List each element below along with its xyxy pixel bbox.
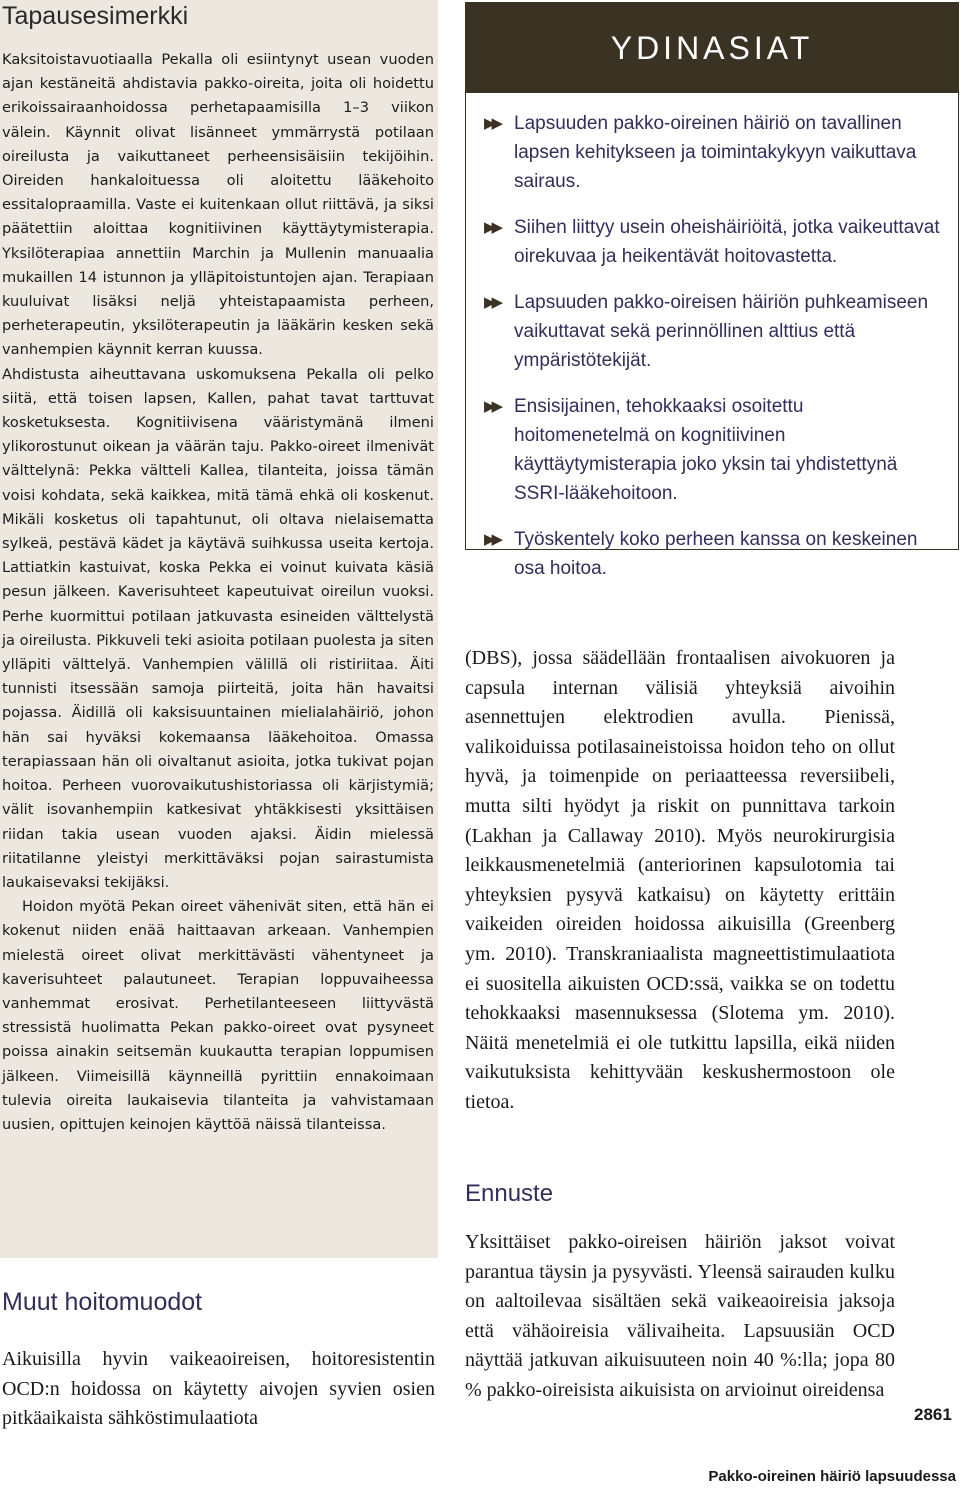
running-title: Pakko-oireinen häiriö lapsuudessa xyxy=(708,1468,956,1485)
double-arrow-icon: ▶▶ xyxy=(484,293,500,311)
key-point-item xyxy=(484,525,940,583)
muut-hoitomuodot-text: Aikuisilla hyvin vaikeaoireisen, hoitoresistentin OCD:n hoidossa on käytetty aivojen syvien osien pitkäaikaista sähköstimulaatiota xyxy=(2,1348,435,1430)
double-arrow-icon: ▶▶ xyxy=(484,114,500,132)
case-example-title: Tapausesimerkki xyxy=(2,2,189,30)
case-example-text xyxy=(2,48,434,1137)
double-arrow-icon: ▶▶ xyxy=(484,218,500,236)
key-point-item xyxy=(484,392,940,508)
key-point-text: Lapsuuden pakko-oireinen häiriö on tavallinen lapsen kehitykseen ja toimintakykyyn vaikuttava sairaus. xyxy=(514,113,917,192)
key-point-item xyxy=(484,109,940,196)
ennuste-text: Yksittäiset pakko-oireisen häiriön jaksot voivat parantua täysin ja pysyvästi. Yleensä sairauden kulku on aaltoilevaa sisältäen sekä vaikeaoireisia jaksoja että vähäoireisia välivaiheita. Lapsuusiän OCD näyttää jatkuvan aikuisuuteen noin 40 %:lla; jopa 80 % pakko-oireisista aikuisista on arvioinut oireidensa xyxy=(465,1231,895,1401)
key-point-text: Työskentely koko perheen kanssa on keskeinen osa hoitoa. xyxy=(514,529,918,579)
section-heading-muut-hoitomuodot: Muut hoitomuodot xyxy=(2,1288,203,1316)
case-paragraph-1: Kaksitoistavuotiaalla Pekalla oli esiintynyt usean vuoden ajan kestäneitä ahdistavia pakko-oireita, joita oli hoidettu erikoissairaanhoidossa perhetapaamisilla 1–3 viikon välein. Käynnit olivat lisänneet ymmärrystä potilaan oireilusta ja vaikuttaneet perheensisäisiin tekijöihin. Oireiden hankaloituessa oli aloitettu lääkehoito essitalopraamilla. Vaste ei kuitenkaan ollut riittävä, ja siksi päätettiin aloittaa kognitiivinen käyttäytymisterapia. Yksilöterapiaa annettiin Marchin ja Mullenin manuaalia mukaillen 14 istunnon ja ylläpitoistuntojen ajan. Terapiaan kuuluivat lisäksi neljä yhteistapaamista perheen, perheterapeutin, yksilöterapeutin ja lääkärin kesken sekä vanhempien käynnit kerran kuussa. xyxy=(2,51,434,359)
key-point-item xyxy=(484,288,940,375)
key-point-text: Ensisijainen, tehokkaaksi osoitettu hoitomenetelmä on kognitiivinen käyttäytymisterapia joko yksin tai yhdistettynä SSRI-lääkehoitoon. xyxy=(514,396,898,504)
section-heading-ennuste: Ennuste xyxy=(465,1180,554,1207)
case-paragraph-3: Hoidon myötä Pekan oireet vähenivät siten, että hän ei kokenut niiden enää haittaavan arkeaan. Vanhempien mielestä oireet olivat merkittävästi vähentyneet ja kaverisuhteet palautuneet. Terapian loppuvaiheessa vanhemmat erosivat. Perhetilanteeseen liittyvästä stressistä huolimatta Pekan pakko-oireet ovat pysyneet poissa ainakin seitsemän kuukautta terapian loppumisen jälkeen. Viimeisillä käynneillä pyrittiin ennakoimaan tulevia oireita laukaisevia tilanteita ja vahvistamaan uusien, opittujen keinojen käyttöä näissä tilanteissa. xyxy=(2,898,434,1133)
key-point-text: Siihen liittyy usein oheishäiriöitä, jotka vaikeuttavat oirekuvaa ja heikentävät hoitovastetta. xyxy=(514,217,940,267)
page-number: 2861 xyxy=(914,1405,952,1424)
double-arrow-icon: ▶▶ xyxy=(484,397,500,415)
case-paragraph-2: Ahdistusta aiheuttavana uskomuksena Pekalla oli pelko siitä, että toisen lapsen, Kallen, pahat tavat tarttuvat kosketuksesta. Kognitiivisena vääristymänä ilmeni ylikorostunut oikean ja väärän taju. Pakko-oireet ilmenivät välttelynä: Pekka vältteli Kallea, tilanteita, joissa tämän voisi kohdata, sekä kaikkea, mitä tämä ehkä oli koskenut. Mikäli kosketus oli tapahtunut, oli oltava nielaisematta sylkeä, pestävä kädet ja käytävä suihkussa useita kertoja. Lattiatkin kastuivat, koska Pekka ei voinut kuivata käsiä pesun jälkeen. Kaverisuhteet kapeutuivat oireilun vuoksi. Perhe kuormittui potilaan jatkuvasta esineiden välttelystä ja oireilusta. Pikkuveli teki asioita potilaan puolesta ja siten ylläpiti välttelyä. Vanhempien välillä oli ristiriitaa. Äiti tunnisti itsessään samoja piirteitä, joita hän havaitsi pojassa. Äidillä oli kaksisuuntainen mielialahäiriö, johon hän sai hyväksi kokemaansa lääkehoitoa. Omassa terapiassaan hän oli oivaltanut asioita, jotka tukivat pojan hoitoa. Perheen vuorovaikutushistoriassa oli kärjistymiä; välit isovanhempiin katkesivat yhtäkkisesti yksittäisen riidan takia usean vuoden ajaksi. Äidin mielessä riitatilanne yleistyi merkittäväksi pojan sairastumista laukaisevaksi tekijäksi. xyxy=(2,365,434,891)
double-arrow-icon: ▶▶ xyxy=(484,530,500,548)
key-points-box xyxy=(465,2,959,579)
key-point-text: Lapsuuden pakko-oireisen häiriön puhkeamiseen vaikuttavat sekä perinnöllinen alttius että ympäristötekijät. xyxy=(514,292,929,371)
dbs-body-text: (DBS), jossa säädellään frontaalisen aivokuoren ja capsula internan välisiä yhteyksiä aivoihin asennettujen elektrodien avulla. Pienissä, valikoiduissa potilasaineistoissa hoidon teho on ollut hyvä, ja toimenpide on periaatteessa reversiibeli, mutta silti hyödyt ja riskit on punnittava tarkoin (Lakhan ja Callaway 2010). Myös neurokirurgisia leikkausmenetelmiä (anteriorinen kapsulotomia tai yhteyksien pysyvä katkaisu) on käytetty erittäin vaikeiden oireiden hoidossa aikuisilla (Greenberg ym. 2010). Transkraniaalista magneettistimulaatiota ei suositella aikuisten OCD:ssä, vaikka se on todettu tehokkaaksi masennuksessa (Slotema ym. 2010). Näitä menetelmiä ei ole tutkittu lapsilla, eikä niiden vaikutuksista kehittyvään keskushermostoon ole tietoa. xyxy=(465,647,895,1113)
key-points-list xyxy=(466,93,958,583)
key-points-title: YDINASIAT xyxy=(466,3,958,93)
key-point-item xyxy=(484,213,940,271)
